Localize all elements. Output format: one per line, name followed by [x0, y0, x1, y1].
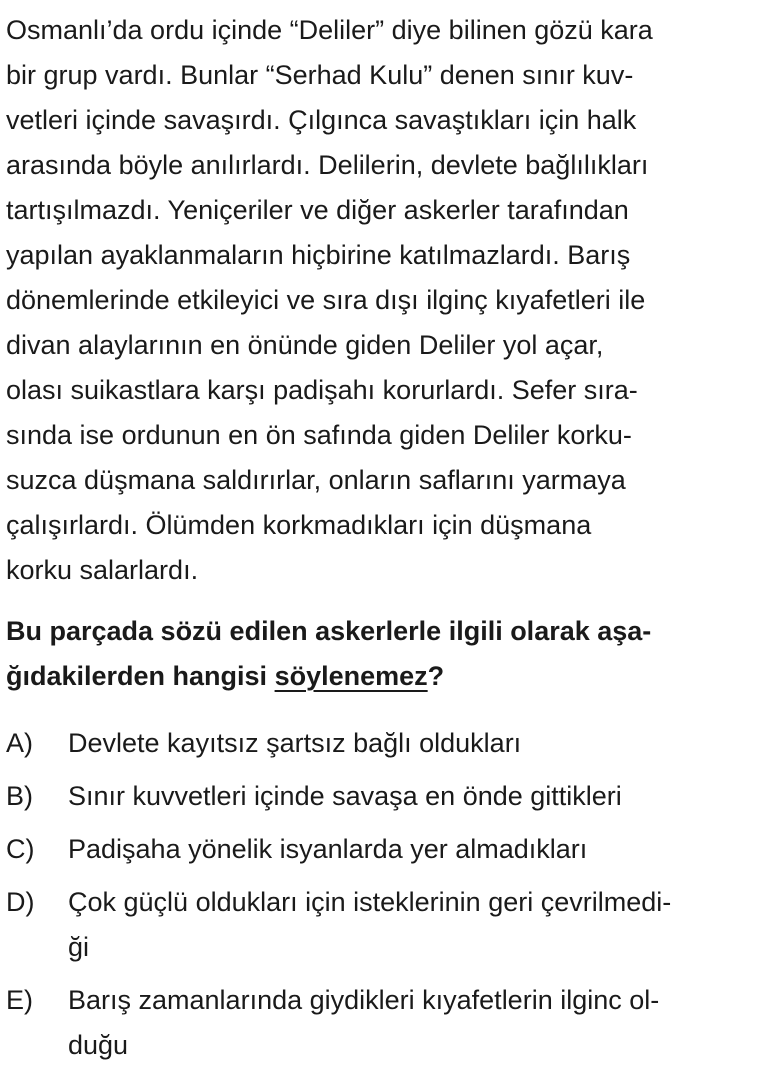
option-text [68, 827, 748, 872]
option-e[interactable] [6, 978, 748, 1068]
passage-line: vetleri içinde savaşırdı. Çılgınca savaştıkları için halk [6, 105, 637, 135]
passage-line: yapılan ayaklanmaların hiçbirine katılmazlardı. Barış [6, 240, 631, 270]
passage-line: çalışırlardı. Ölümden korkmadıkları için düşmana [6, 510, 592, 540]
option-letter: D) [6, 887, 35, 917]
question-line-1: Bu parçada sözü edilen askerlerle ilgili olarak aşa- [6, 616, 652, 646]
option-text-line: Çok güçlü oldukları için isteklerinin geri çevrilmedi- [68, 887, 672, 917]
option-letter: A) [6, 728, 33, 758]
question-mark: ? [427, 661, 445, 691]
option-text-line: Sınır kuvvetleri içinde savaşa en önde gittikleri [68, 781, 622, 811]
option-text [68, 774, 748, 819]
passage-line: dönemlerinde etkileyici ve sıra dışı ilginç kıyafetleri ile [6, 285, 646, 315]
passage-line: bir grup vardı. Bunlar “Serhad Kulu” denen sınır kuv- [6, 60, 634, 90]
reading-passage [6, 8, 748, 593]
option-text-line: Padişaha yönelik isyanlarda yer almadıkları [68, 834, 588, 864]
option-text-line: duğu [68, 1030, 129, 1060]
question-page [6, 8, 748, 1076]
option-text [68, 721, 748, 766]
option-text-line: Devlete kayıtsız şartsız bağlı oldukları [68, 728, 522, 758]
option-text [68, 880, 748, 970]
option-text-line: Barış zamanlarında giydikleri kıyafetlerin ilginc ol- [68, 985, 660, 1015]
option-letter: E) [6, 985, 33, 1015]
answer-options [6, 721, 748, 1068]
negative-keyword: söylenemez [274, 661, 428, 691]
option-c[interactable] [6, 827, 748, 872]
passage-line: korku salarlardı. [6, 555, 199, 585]
option-text [68, 978, 748, 1068]
passage-line: sında ise ordunun en ön safında giden Deliler korku- [6, 420, 632, 450]
question-line-2 [6, 654, 748, 699]
passage-line: Osmanlı’da ordu içinde “Deliler” diye bilinen gözü kara [6, 15, 653, 45]
option-letter: B) [6, 781, 33, 811]
passage-line: arasında böyle anılırlardı. Delilerin, devlete bağlılıkları [6, 150, 649, 180]
option-d[interactable] [6, 880, 748, 970]
question-text: ğıdakilerden hangisi [6, 661, 275, 691]
option-letter: C) [6, 834, 35, 864]
passage-line: tartışılmazdı. Yeniçeriler ve diğer askerler tarafından [6, 195, 629, 225]
passage-line: suzca düşmana saldırırlar, onların saflarını yarmaya [6, 465, 626, 495]
option-text-line: ği [68, 932, 90, 962]
question-stem [6, 609, 748, 699]
option-a[interactable] [6, 721, 748, 766]
passage-line: olası suikastlara karşı padişahı korurlardı. Sefer sıra- [6, 375, 638, 405]
passage-line: divan alaylarının en önünde giden Deliler yol açar, [6, 330, 604, 360]
option-b[interactable] [6, 774, 748, 819]
